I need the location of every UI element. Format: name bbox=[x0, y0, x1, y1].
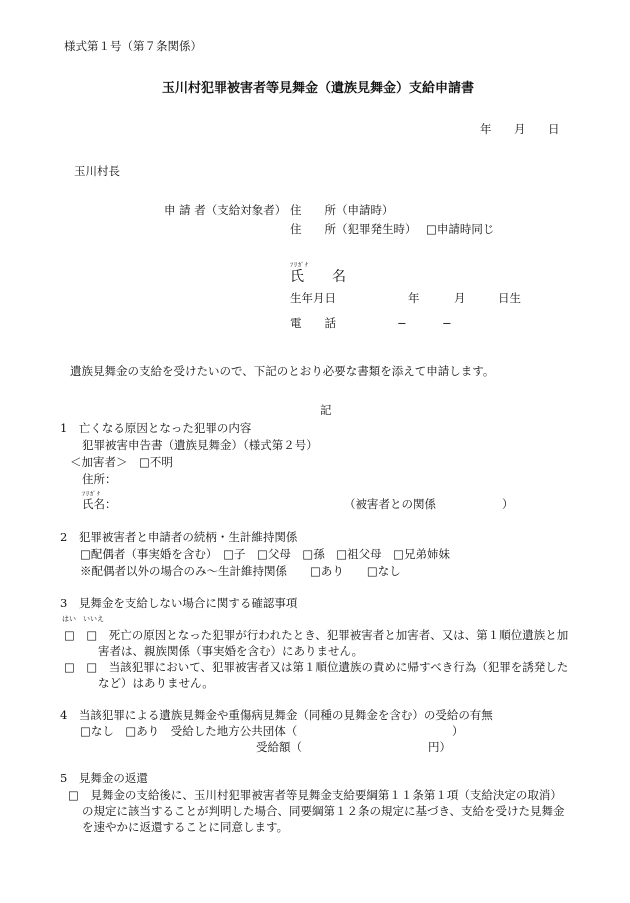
section4-amount-label: 受給額（ bbox=[256, 740, 302, 754]
date-day: 日 bbox=[548, 122, 560, 136]
date-year: 年 bbox=[480, 122, 492, 136]
section1-report: 犯罪被害申告書（遺族見舞金）（様式第２号） bbox=[82, 438, 318, 452]
addressee: 玉川村長 bbox=[74, 164, 120, 178]
section3-item2-line1[interactable]: □ □ 当該犯罪において、犯罪被害者又は第１順位遺族の責めに帰すべき行為（犯罪を誘発した bbox=[64, 660, 569, 674]
section3-column-labels: はい いいえ bbox=[62, 615, 104, 623]
section1-heading: 1 亡くなる原因となった犯罪の内容 bbox=[60, 421, 252, 435]
section5-line1[interactable]: □ 見舞金の支給後に、玉川村犯罪被害者等見舞金支給要綱第１１条第１項（支給決定の取消） bbox=[68, 788, 562, 802]
section4-yen: 円） bbox=[428, 740, 451, 754]
name-label: 氏 名 bbox=[290, 269, 346, 285]
page-title: 玉川村犯罪被害者等見舞金（遺族見舞金）支給申請書 bbox=[162, 81, 475, 96]
form-number: 様式第１号（第７条関係） bbox=[64, 39, 202, 53]
section3-item1-line1[interactable]: □ □ 死亡の原因となった犯罪が行われたとき、犯罪被害者と加害者、又は、第１順位遺族と加 bbox=[64, 628, 569, 642]
section1-offender: ＜加害者＞ □不明 bbox=[70, 455, 173, 469]
birth-year: 年 bbox=[408, 291, 420, 305]
section3-item1-line2: 害者は、親族関係（事実婚を含む）にありません。 bbox=[98, 644, 364, 658]
section1-relation-close: ） bbox=[502, 497, 514, 511]
intro-text: 遺族見舞金の支給を受けたいので、下記のとおり必要な書類を添えて申請します。 bbox=[70, 364, 495, 378]
birth-month: 月 bbox=[454, 291, 466, 305]
applicant-label: 申 請 者（支給対象者） bbox=[164, 203, 287, 217]
section5-line2: の規定に該当することが判明した場合、同要綱第１２条の規定に基づき、支給を受けた見舞金 bbox=[82, 804, 565, 818]
section2-note[interactable]: ※配偶者以外の場合のみ〜生計維持関係 □あり □なし bbox=[80, 564, 401, 578]
section2-heading: 2 犯罪被害者と申請者の続柄・生計維持関係 bbox=[60, 530, 298, 544]
ki-heading: 記 bbox=[320, 403, 332, 417]
phone-label: 電 話 bbox=[290, 316, 336, 330]
section1-relation-open: （被害者との関係 bbox=[344, 497, 436, 511]
phone-sep-1: − bbox=[397, 316, 407, 330]
birthdate-label: 生年月日 bbox=[290, 291, 336, 305]
section5-line3: を速やかに返還することに同意します。 bbox=[82, 820, 289, 834]
section1-name: 氏名： bbox=[82, 497, 117, 511]
phone-sep-2: − bbox=[442, 316, 452, 330]
section3-heading: 3 見舞金を支給しない場合に関する確認事項 bbox=[60, 596, 298, 610]
address-incident-label: 住 所（犯罪発生時） bbox=[290, 222, 417, 236]
name-ruby: ﾌﾘｶﾞﾅ bbox=[290, 262, 310, 269]
section3-item2-line2: など）はありません。 bbox=[98, 676, 214, 690]
section2-options[interactable]: □配偶者（事実婚を含む） □子 □父母 □孫 □祖父母 □兄弟姉妹 bbox=[80, 547, 450, 561]
section4-options[interactable]: □なし □あり 受給した地方公共団体（ bbox=[80, 724, 298, 738]
address-current-label: 住 所（申請時） bbox=[290, 203, 394, 217]
same-as-current-checkbox[interactable]: □申請時同じ bbox=[426, 222, 495, 236]
section5-heading: 5 見舞金の返還 bbox=[60, 771, 148, 785]
section4-heading: 4 当該犯罪による遺族見舞金や重傷病見舞金（同種の見舞金を含む）の受給の有無 bbox=[60, 708, 493, 722]
section4-close-paren: ） bbox=[452, 724, 464, 738]
date-month: 月 bbox=[514, 122, 526, 136]
section1-address: 住所： bbox=[82, 472, 117, 486]
section1-name-ruby: ﾌﾘｶﾞﾅ bbox=[82, 491, 102, 498]
birth-day: 日生 bbox=[498, 291, 521, 305]
